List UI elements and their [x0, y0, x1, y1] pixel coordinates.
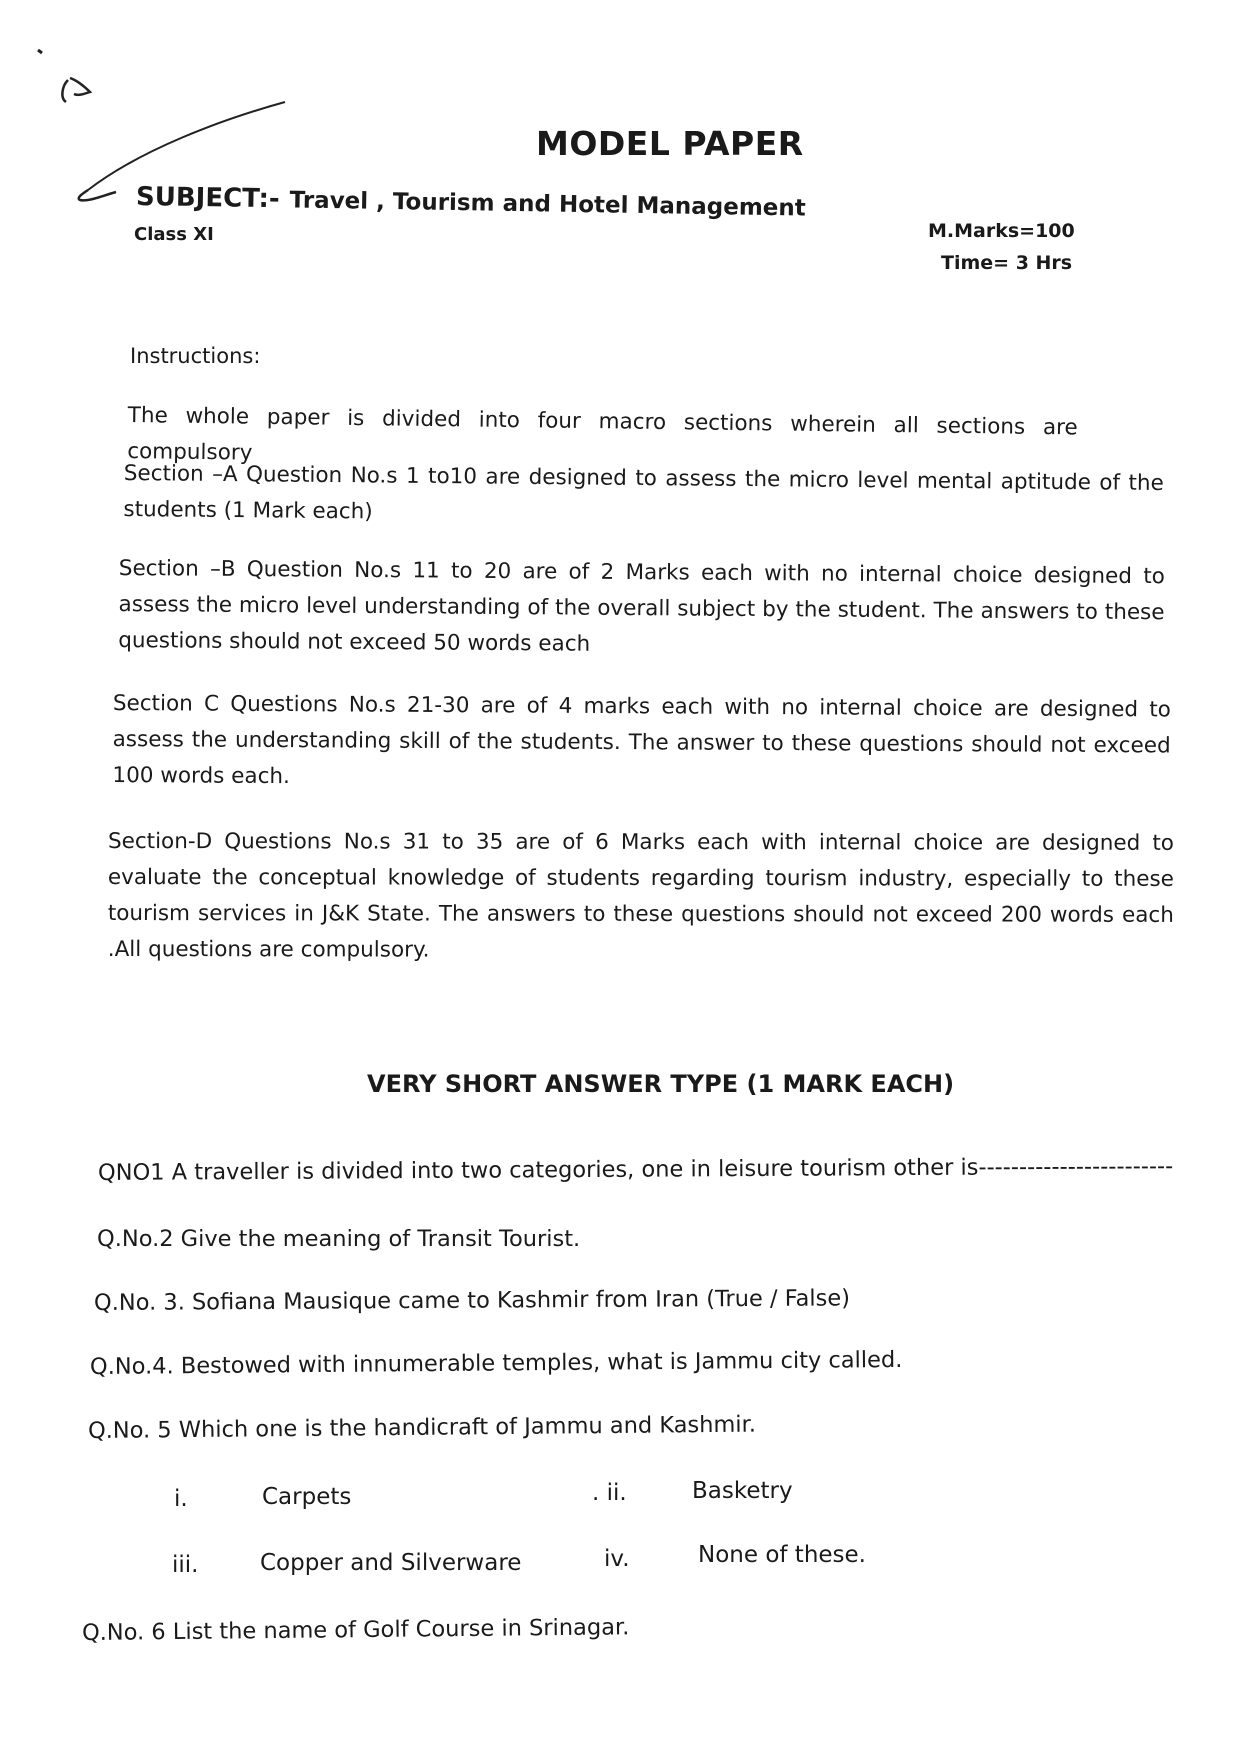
- q5-option-4-number: iv.: [604, 1546, 630, 1572]
- question-2: Q.No.2 Give the meaning of Transit Tourist.: [97, 1226, 581, 1252]
- instruction-section-a-text: Section –A Question No.s 1 to10 are designed to assess the micro level mental aptitude of the students (1 Mark each): [123, 460, 1164, 525]
- max-marks: M.Marks=100: [928, 220, 1075, 242]
- instruction-section-a: [123, 456, 1164, 538]
- q5-option-3-number: iii.: [172, 1552, 199, 1578]
- time-allowed: Time= 3 Hrs: [941, 252, 1073, 274]
- subject-value: Travel , Tourism and Hotel Management: [289, 187, 806, 222]
- question-4: Q.No.4. Bestowed with innumerable temples, what is Jammu city called.: [89, 1346, 903, 1380]
- q5-option-4-text: None of these.: [698, 1542, 866, 1568]
- q5-option-1-text: Carpets: [262, 1484, 352, 1510]
- q5-option-2-number: . ii.: [592, 1480, 627, 1506]
- instructions-label: Instructions:: [130, 344, 261, 368]
- question-3: Q.No. 3. Sofiana Mausique came to Kashmir from Iran (True / False): [93, 1285, 851, 1316]
- instructions-intro-text: The whole paper is divided into four macro sections wherein all sections are compulsory: [127, 402, 1078, 466]
- instruction-section-b-text: Section –B Question No.s 11 to 20 are of 2 Marks each with no internal choice designed to assess the micro level understanding of the overall subject by the student. The answers to these questions should not exceed 50 words each: [118, 555, 1165, 657]
- instruction-section-d-text: Section-D Questions No.s 31 to 35 are of 6 Marks each with internal choice are designed to evaluate the conceptual knowledge of students regarding tourism industry, especially to these tourism services in J&K State. The answers to these questions should not exceed 200 words each .All questions are compulsory.: [107, 829, 1174, 963]
- instruction-section-c-text: Section C Questions No.s 21-30 are of 4 marks each with no internal choice are designed to assess the understanding skill of the students. The answer to these questions should not exceed 100 words each.: [112, 690, 1171, 790]
- q5-option-1-number: i.: [174, 1486, 188, 1512]
- question-1: QNO1 A traveller is divided into two categories, one in leisure tourism other is------------------------: [97, 1153, 1174, 1186]
- q5-option-3-text: Copper and Silverware: [260, 1550, 522, 1576]
- class-label: Class XI: [134, 224, 214, 245]
- page-title: MODEL PAPER: [536, 124, 804, 163]
- question-6: Q.No. 6 List the name of Golf Course in Srinagar.: [81, 1614, 630, 1646]
- subject-label: SUBJECT:-: [135, 182, 280, 215]
- question-5: Q.No. 5 Which one is the handicraft of Jammu and Kashmir.: [87, 1411, 757, 1444]
- section-heading: VERY SHORT ANSWER TYPE (1 MARK EACH): [367, 1070, 955, 1098]
- instruction-section-d: [108, 824, 1174, 970]
- q5-option-2-text: Basketry: [692, 1478, 793, 1504]
- instruction-section-c: [112, 686, 1171, 800]
- instruction-section-b: [118, 551, 1165, 667]
